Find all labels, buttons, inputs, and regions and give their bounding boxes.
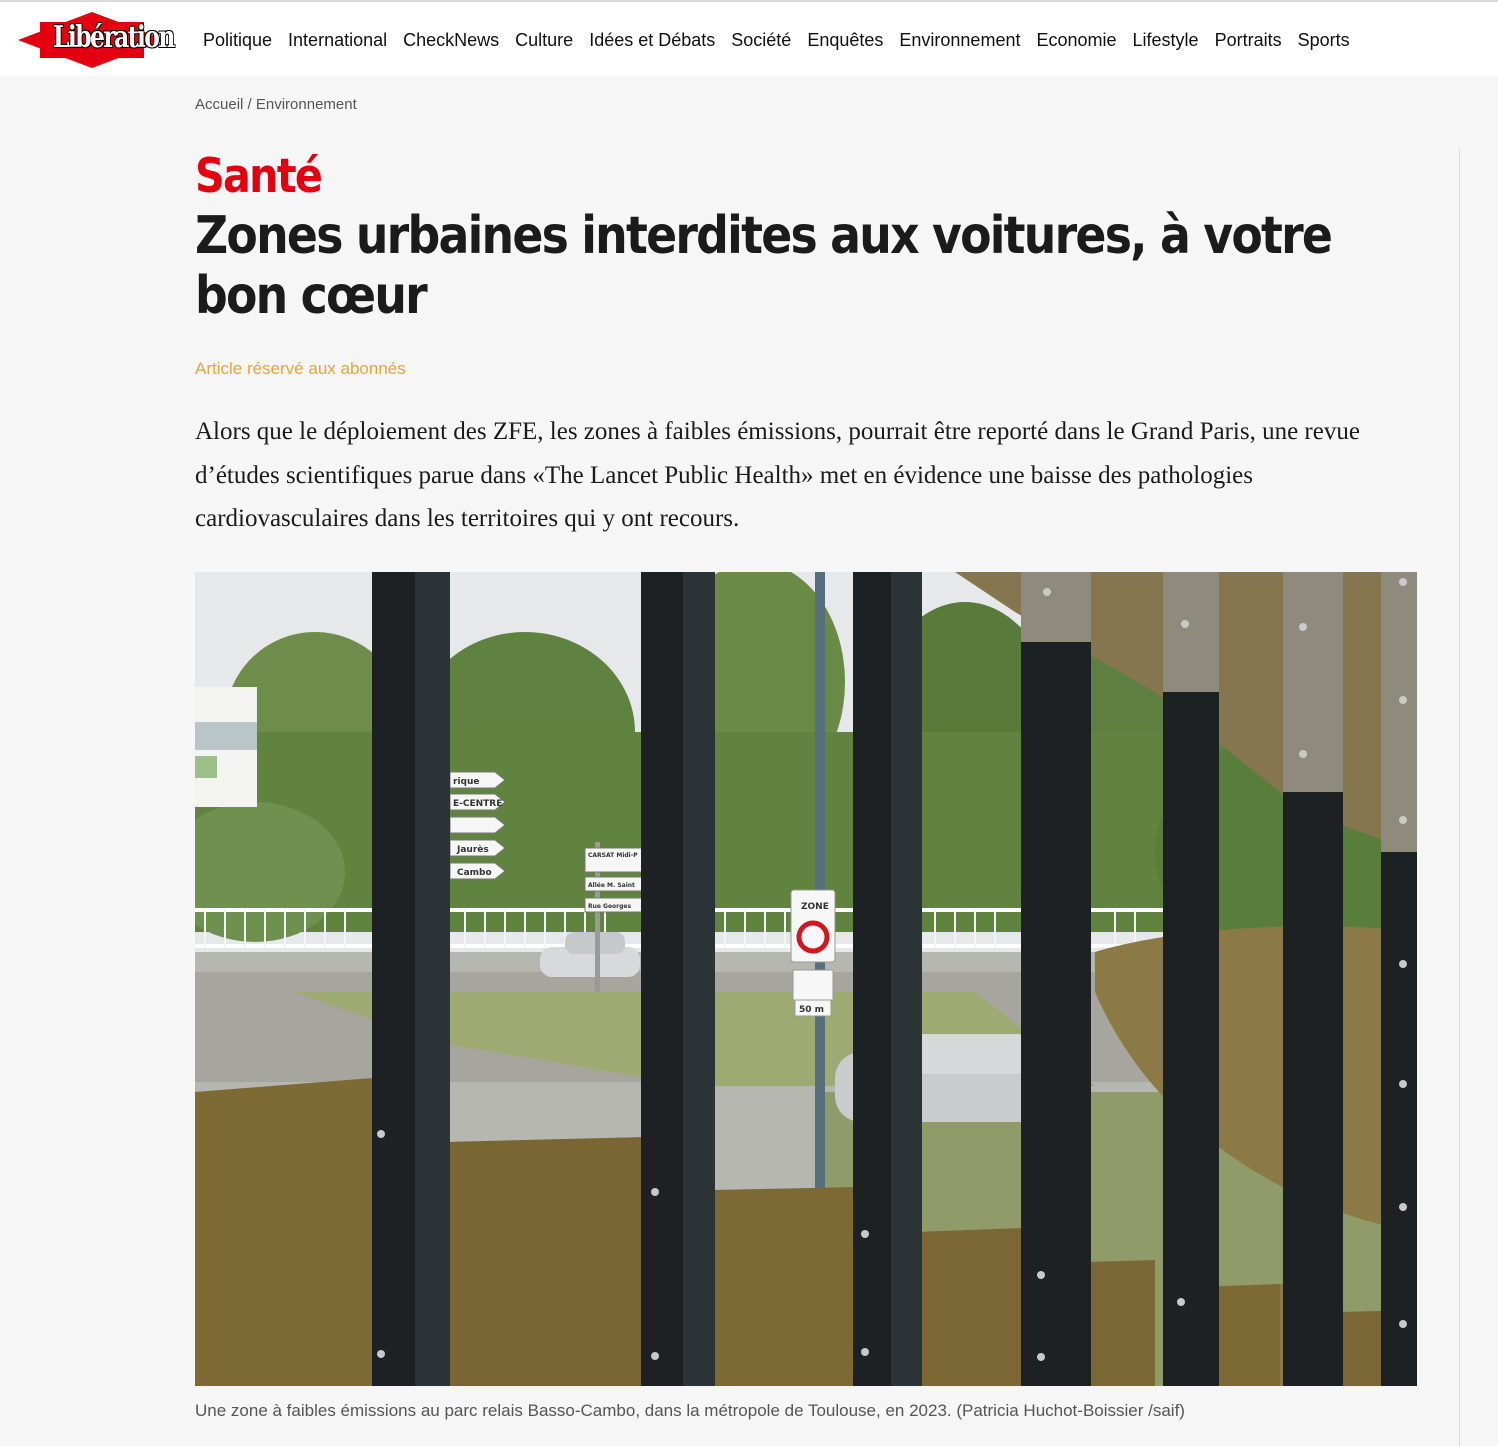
svg-text:Allée M. Saint: Allée M. Saint (588, 882, 635, 889)
svg-text:Jaurès: Jaurès (457, 845, 489, 855)
article-kicker[interactable]: Santé (195, 149, 322, 204)
nav-item-idees-et-debats[interactable]: Idées et Débats (589, 29, 716, 50)
nav-item-economie[interactable]: Economie (1036, 29, 1117, 50)
main-nav (195, 2, 1358, 78)
article-lede: Alors que le déploiement des ZFE, les zones à faibles émissions, pourrait être reporté dans le Grand Paris, une revue d’études scientifiques parue dans «The Lancet Public Health» met en évidence une baisse des pathologies cardiovasculaires dans les territoires qui y ont recours. (195, 418, 1360, 532)
svg-text:Rue Georges: Rue Georges (588, 903, 632, 910)
nav-item-politique[interactable]: Politique (203, 29, 273, 50)
nav-item-societe[interactable]: Société (731, 29, 792, 50)
article-title: Zones urbaines interdites aux voitures, à votre bon cœur (195, 206, 1332, 326)
breadcrumb-section-link[interactable]: Environnement (255, 96, 357, 113)
column-divider (1459, 148, 1460, 1446)
svg-text:50 m: 50 m (799, 1005, 825, 1015)
nav-item-international[interactable]: International (288, 29, 388, 50)
premium-badge: Article réservé aux abonnés (195, 359, 406, 378)
svg-text:ZONE: ZONE (801, 902, 829, 912)
nav-item-environnement[interactable]: Environnement (899, 29, 1021, 50)
photo-illustration (195, 572, 1417, 1386)
nav-item-culture[interactable]: Culture (515, 29, 574, 50)
breadcrumb-separator: / (243, 96, 256, 113)
breadcrumb (195, 96, 357, 113)
nav-item-enquetes[interactable]: Enquêtes (807, 29, 884, 50)
nav-item-portraits[interactable]: Portraits (1214, 29, 1282, 50)
svg-text:CARSAT Midi-P: CARSAT Midi-P (588, 852, 638, 859)
article-photo (195, 572, 1417, 1386)
breadcrumb-home-link[interactable]: Accueil (195, 96, 244, 113)
svg-text:E-CENTRE: E-CENTRE (453, 799, 503, 809)
site-header (0, 0, 1498, 76)
logo-wordmark: Libération (53, 20, 174, 55)
nav-item-checknews[interactable]: CheckNews (403, 29, 500, 50)
svg-text:Cambo: Cambo (457, 868, 492, 878)
svg-text:rique: rique (453, 777, 480, 787)
nav-item-lifestyle[interactable]: Lifestyle (1132, 29, 1199, 50)
photo-caption: Une zone à faibles émissions au parc relais Basso-Cambo, dans la métropole de Toulouse, en 2023. (Patricia Huchot-Boissier /saif) (195, 1401, 1185, 1420)
nav-item-sports[interactable]: Sports (1297, 29, 1350, 50)
liberation-logo[interactable] (18, 12, 174, 68)
